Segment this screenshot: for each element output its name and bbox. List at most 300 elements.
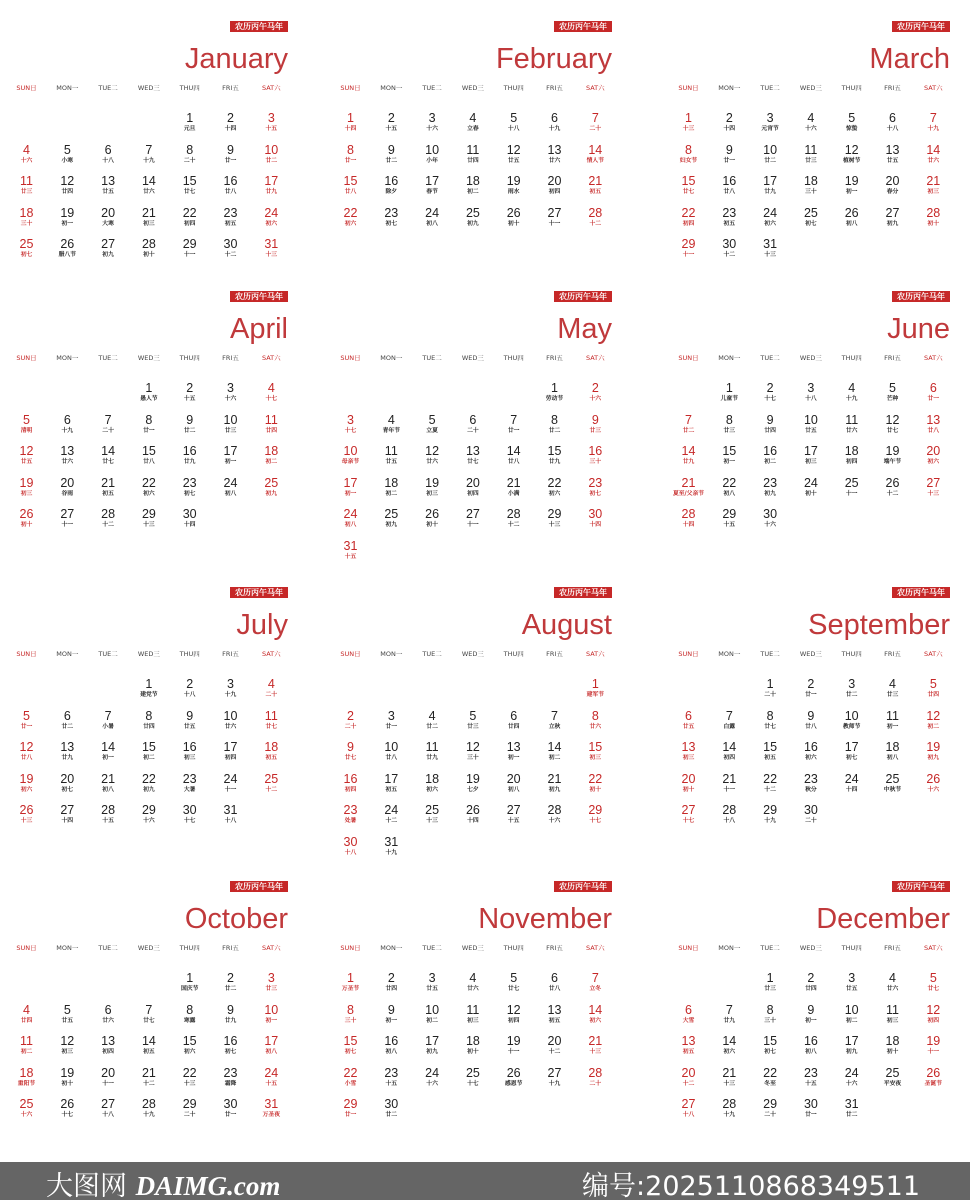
day-cell[interactable] [493,112,534,133]
day-cell[interactable] [452,741,493,762]
day-cell[interactable] [412,477,453,498]
day-cell[interactable] [412,207,453,228]
day-cell[interactable] [47,508,88,529]
day-cell[interactable] [493,773,534,794]
day-cell[interactable] [452,175,493,196]
day-cell[interactable] [169,741,210,762]
day-cell[interactable] [169,238,210,259]
day-cell[interactable] [128,710,169,731]
day-cell[interactable] [251,1035,292,1056]
day-cell[interactable] [210,1035,251,1056]
day-cell[interactable] [47,445,88,466]
day-cell[interactable] [88,508,129,529]
day-cell[interactable] [371,972,412,993]
day-cell[interactable] [534,741,575,762]
day-cell[interactable] [790,1035,831,1056]
day-cell[interactable] [668,1098,709,1119]
day-cell[interactable] [913,382,954,403]
day-cell[interactable] [452,1004,493,1025]
day-cell[interactable] [668,414,709,435]
day-cell[interactable] [872,741,913,762]
day-cell[interactable] [169,678,210,699]
day-cell[interactable] [575,477,616,498]
day-cell[interactable] [251,710,292,731]
day-cell[interactable] [210,804,251,825]
day-cell[interactable] [534,112,575,133]
day-cell[interactable] [330,804,371,825]
day-cell[interactable] [668,144,709,165]
day-cell[interactable] [831,972,872,993]
day-cell[interactable] [452,414,493,435]
day-cell[interactable] [668,207,709,228]
day-cell[interactable] [412,1035,453,1056]
day-cell[interactable] [872,445,913,466]
day-cell[interactable] [913,414,954,435]
day-cell[interactable] [6,508,47,529]
day-cell[interactable] [790,477,831,498]
day-cell[interactable] [493,175,534,196]
day-cell[interactable] [47,710,88,731]
day-cell[interactable] [831,678,872,699]
day-cell[interactable] [452,773,493,794]
day-cell[interactable] [251,1067,292,1088]
day-cell[interactable] [47,804,88,825]
day-cell[interactable] [128,1035,169,1056]
day-cell[interactable] [88,773,129,794]
day-cell[interactable] [534,1035,575,1056]
day-cell[interactable] [371,207,412,228]
day-cell[interactable] [412,804,453,825]
day-cell[interactable] [412,1067,453,1088]
day-cell[interactable] [88,175,129,196]
day-cell[interactable] [6,804,47,825]
day-cell[interactable] [330,1004,371,1025]
day-cell[interactable] [709,414,750,435]
day-cell[interactable] [668,741,709,762]
day-cell[interactable] [47,207,88,228]
day-cell[interactable] [210,144,251,165]
day-cell[interactable] [251,477,292,498]
day-cell[interactable] [412,112,453,133]
day-cell[interactable] [128,1004,169,1025]
day-cell[interactable] [169,112,210,133]
day-cell[interactable] [251,382,292,403]
day-cell[interactable] [534,710,575,731]
day-cell[interactable] [210,238,251,259]
day-cell[interactable] [493,1004,534,1025]
day-cell[interactable] [534,477,575,498]
day-cell[interactable] [6,445,47,466]
day-cell[interactable] [210,414,251,435]
day-cell[interactable] [330,1035,371,1056]
day-cell[interactable] [831,144,872,165]
day-cell[interactable] [128,741,169,762]
day-cell[interactable] [371,1004,412,1025]
day-cell[interactable] [750,207,791,228]
day-cell[interactable] [575,112,616,133]
day-cell[interactable] [128,238,169,259]
day-cell[interactable] [750,1004,791,1025]
day-cell[interactable] [668,1067,709,1088]
day-cell[interactable] [668,710,709,731]
day-cell[interactable] [6,773,47,794]
day-cell[interactable] [750,112,791,133]
day-cell[interactable] [452,144,493,165]
day-cell[interactable] [251,972,292,993]
day-cell[interactable] [709,1004,750,1025]
day-cell[interactable] [790,804,831,825]
day-cell[interactable] [330,414,371,435]
day-cell[interactable] [169,1004,210,1025]
day-cell[interactable] [251,445,292,466]
day-cell[interactable] [534,175,575,196]
day-cell[interactable] [371,445,412,466]
day-cell[interactable] [169,207,210,228]
day-cell[interactable] [913,207,954,228]
day-cell[interactable] [872,477,913,498]
day-cell[interactable] [575,972,616,993]
day-cell[interactable] [330,773,371,794]
day-cell[interactable] [47,741,88,762]
day-cell[interactable] [750,1098,791,1119]
day-cell[interactable] [790,144,831,165]
day-cell[interactable] [412,773,453,794]
day-cell[interactable] [750,804,791,825]
day-cell[interactable] [913,175,954,196]
day-cell[interactable] [831,1067,872,1088]
day-cell[interactable] [412,741,453,762]
day-cell[interactable] [575,382,616,403]
day-cell[interactable] [88,144,129,165]
day-cell[interactable] [913,710,954,731]
day-cell[interactable] [913,1035,954,1056]
day-cell[interactable] [412,972,453,993]
day-cell[interactable] [750,678,791,699]
day-cell[interactable] [575,207,616,228]
day-cell[interactable] [169,382,210,403]
day-cell[interactable] [128,804,169,825]
day-cell[interactable] [872,972,913,993]
day-cell[interactable] [668,175,709,196]
day-cell[interactable] [47,1004,88,1025]
day-cell[interactable] [251,207,292,228]
day-cell[interactable] [709,1067,750,1088]
day-cell[interactable] [709,382,750,403]
day-cell[interactable] [251,1098,292,1119]
day-cell[interactable] [6,414,47,435]
day-cell[interactable] [790,710,831,731]
day-cell[interactable] [872,710,913,731]
day-cell[interactable] [709,445,750,466]
day-cell[interactable] [452,710,493,731]
day-cell[interactable] [128,678,169,699]
day-cell[interactable] [452,1067,493,1088]
day-cell[interactable] [534,773,575,794]
day-cell[interactable] [210,678,251,699]
day-cell[interactable] [790,1067,831,1088]
day-cell[interactable] [790,678,831,699]
day-cell[interactable] [534,382,575,403]
day-cell[interactable] [709,1035,750,1056]
day-cell[interactable] [128,773,169,794]
day-cell[interactable] [709,1098,750,1119]
day-cell[interactable] [88,477,129,498]
day-cell[interactable] [790,741,831,762]
day-cell[interactable] [412,1004,453,1025]
day-cell[interactable] [330,741,371,762]
day-cell[interactable] [575,414,616,435]
day-cell[interactable] [913,773,954,794]
day-cell[interactable] [169,445,210,466]
day-cell[interactable] [210,1004,251,1025]
day-cell[interactable] [831,445,872,466]
day-cell[interactable] [330,836,371,857]
day-cell[interactable] [709,144,750,165]
day-cell[interactable] [6,1035,47,1056]
day-cell[interactable] [169,804,210,825]
day-cell[interactable] [412,175,453,196]
day-cell[interactable] [6,477,47,498]
day-cell[interactable] [412,445,453,466]
day-cell[interactable] [452,207,493,228]
day-cell[interactable] [6,1004,47,1025]
day-cell[interactable] [412,508,453,529]
day-cell[interactable] [251,112,292,133]
day-cell[interactable] [913,445,954,466]
day-cell[interactable] [128,508,169,529]
day-cell[interactable] [831,175,872,196]
day-cell[interactable] [709,238,750,259]
day-cell[interactable] [6,1098,47,1119]
day-cell[interactable] [668,112,709,133]
day-cell[interactable] [169,508,210,529]
day-cell[interactable] [169,477,210,498]
day-cell[interactable] [88,1004,129,1025]
day-cell[interactable] [47,1098,88,1119]
day-cell[interactable] [790,112,831,133]
day-cell[interactable] [6,1067,47,1088]
day-cell[interactable] [831,1035,872,1056]
day-cell[interactable] [371,414,412,435]
day-cell[interactable] [534,207,575,228]
day-cell[interactable] [831,1098,872,1119]
day-cell[interactable] [371,741,412,762]
day-cell[interactable] [210,382,251,403]
day-cell[interactable] [913,1004,954,1025]
day-cell[interactable] [330,144,371,165]
day-cell[interactable] [709,710,750,731]
day-cell[interactable] [371,804,412,825]
day-cell[interactable] [6,207,47,228]
day-cell[interactable] [128,1098,169,1119]
day-cell[interactable] [493,710,534,731]
day-cell[interactable] [872,175,913,196]
day-cell[interactable] [831,382,872,403]
day-cell[interactable] [251,678,292,699]
day-cell[interactable] [750,144,791,165]
day-cell[interactable] [371,710,412,731]
day-cell[interactable] [210,445,251,466]
day-cell[interactable] [831,112,872,133]
day-cell[interactable] [169,175,210,196]
day-cell[interactable] [872,112,913,133]
day-cell[interactable] [210,175,251,196]
day-cell[interactable] [575,175,616,196]
day-cell[interactable] [88,1067,129,1088]
day-cell[interactable] [371,508,412,529]
day-cell[interactable] [210,741,251,762]
day-cell[interactable] [668,804,709,825]
day-cell[interactable] [330,207,371,228]
day-cell[interactable] [913,741,954,762]
day-cell[interactable] [790,1004,831,1025]
day-cell[interactable] [371,773,412,794]
day-cell[interactable] [750,445,791,466]
day-cell[interactable] [47,144,88,165]
day-cell[interactable] [88,1098,129,1119]
day-cell[interactable] [790,382,831,403]
day-cell[interactable] [412,710,453,731]
day-cell[interactable] [210,207,251,228]
day-cell[interactable] [790,773,831,794]
day-cell[interactable] [790,1098,831,1119]
day-cell[interactable] [169,710,210,731]
day-cell[interactable] [330,1067,371,1088]
day-cell[interactable] [709,508,750,529]
day-cell[interactable] [452,804,493,825]
day-cell[interactable] [493,477,534,498]
day-cell[interactable] [872,1035,913,1056]
day-cell[interactable] [6,238,47,259]
day-cell[interactable] [750,414,791,435]
day-cell[interactable] [790,972,831,993]
day-cell[interactable] [493,1035,534,1056]
day-cell[interactable] [575,678,616,699]
day-cell[interactable] [6,710,47,731]
day-cell[interactable] [831,741,872,762]
day-cell[interactable] [831,207,872,228]
day-cell[interactable] [668,1035,709,1056]
day-cell[interactable] [128,1067,169,1088]
day-cell[interactable] [831,710,872,731]
day-cell[interactable] [88,414,129,435]
day-cell[interactable] [750,773,791,794]
day-cell[interactable] [371,112,412,133]
day-cell[interactable] [371,477,412,498]
day-cell[interactable] [534,972,575,993]
day-cell[interactable] [128,207,169,228]
day-cell[interactable] [534,804,575,825]
day-cell[interactable] [169,1098,210,1119]
day-cell[interactable] [47,477,88,498]
day-cell[interactable] [493,414,534,435]
day-cell[interactable] [750,477,791,498]
day-cell[interactable] [493,804,534,825]
day-cell[interactable] [88,710,129,731]
day-cell[interactable] [452,112,493,133]
day-cell[interactable] [575,445,616,466]
day-cell[interactable] [668,477,709,498]
day-cell[interactable] [251,144,292,165]
day-cell[interactable] [452,445,493,466]
day-cell[interactable] [575,773,616,794]
day-cell[interactable] [452,508,493,529]
day-cell[interactable] [709,477,750,498]
day-cell[interactable] [210,477,251,498]
day-cell[interactable] [371,175,412,196]
day-cell[interactable] [47,414,88,435]
day-cell[interactable] [493,144,534,165]
day-cell[interactable] [330,540,371,561]
day-cell[interactable] [575,1067,616,1088]
day-cell[interactable] [534,1067,575,1088]
day-cell[interactable] [210,972,251,993]
day-cell[interactable] [913,678,954,699]
day-cell[interactable] [47,773,88,794]
day-cell[interactable] [88,445,129,466]
day-cell[interactable] [575,804,616,825]
day-cell[interactable] [6,144,47,165]
day-cell[interactable] [913,112,954,133]
day-cell[interactable] [493,972,534,993]
day-cell[interactable] [330,175,371,196]
day-cell[interactable] [330,972,371,993]
day-cell[interactable] [831,1004,872,1025]
day-cell[interactable] [88,741,129,762]
day-cell[interactable] [790,414,831,435]
day-cell[interactable] [88,238,129,259]
day-cell[interactable] [534,144,575,165]
day-cell[interactable] [709,175,750,196]
day-cell[interactable] [47,1035,88,1056]
day-cell[interactable] [750,238,791,259]
day-cell[interactable] [493,207,534,228]
day-cell[interactable] [750,741,791,762]
day-cell[interactable] [169,773,210,794]
day-cell[interactable] [128,445,169,466]
day-cell[interactable] [872,773,913,794]
day-cell[interactable] [831,414,872,435]
day-cell[interactable] [913,972,954,993]
day-cell[interactable] [790,207,831,228]
day-cell[interactable] [169,1067,210,1088]
day-cell[interactable] [371,1067,412,1088]
day-cell[interactable] [371,144,412,165]
day-cell[interactable] [750,710,791,731]
day-cell[interactable] [872,207,913,228]
day-cell[interactable] [128,414,169,435]
day-cell[interactable] [913,144,954,165]
day-cell[interactable] [750,1035,791,1056]
day-cell[interactable] [210,1098,251,1119]
day-cell[interactable] [709,741,750,762]
day-cell[interactable] [575,1035,616,1056]
day-cell[interactable] [330,508,371,529]
day-cell[interactable] [709,804,750,825]
day-cell[interactable] [169,144,210,165]
day-cell[interactable] [872,414,913,435]
day-cell[interactable] [88,207,129,228]
day-cell[interactable] [251,1004,292,1025]
day-cell[interactable] [371,1035,412,1056]
day-cell[interactable] [493,741,534,762]
day-cell[interactable] [790,175,831,196]
day-cell[interactable] [709,207,750,228]
day-cell[interactable] [872,144,913,165]
day-cell[interactable] [872,1067,913,1088]
day-cell[interactable] [750,972,791,993]
day-cell[interactable] [251,414,292,435]
